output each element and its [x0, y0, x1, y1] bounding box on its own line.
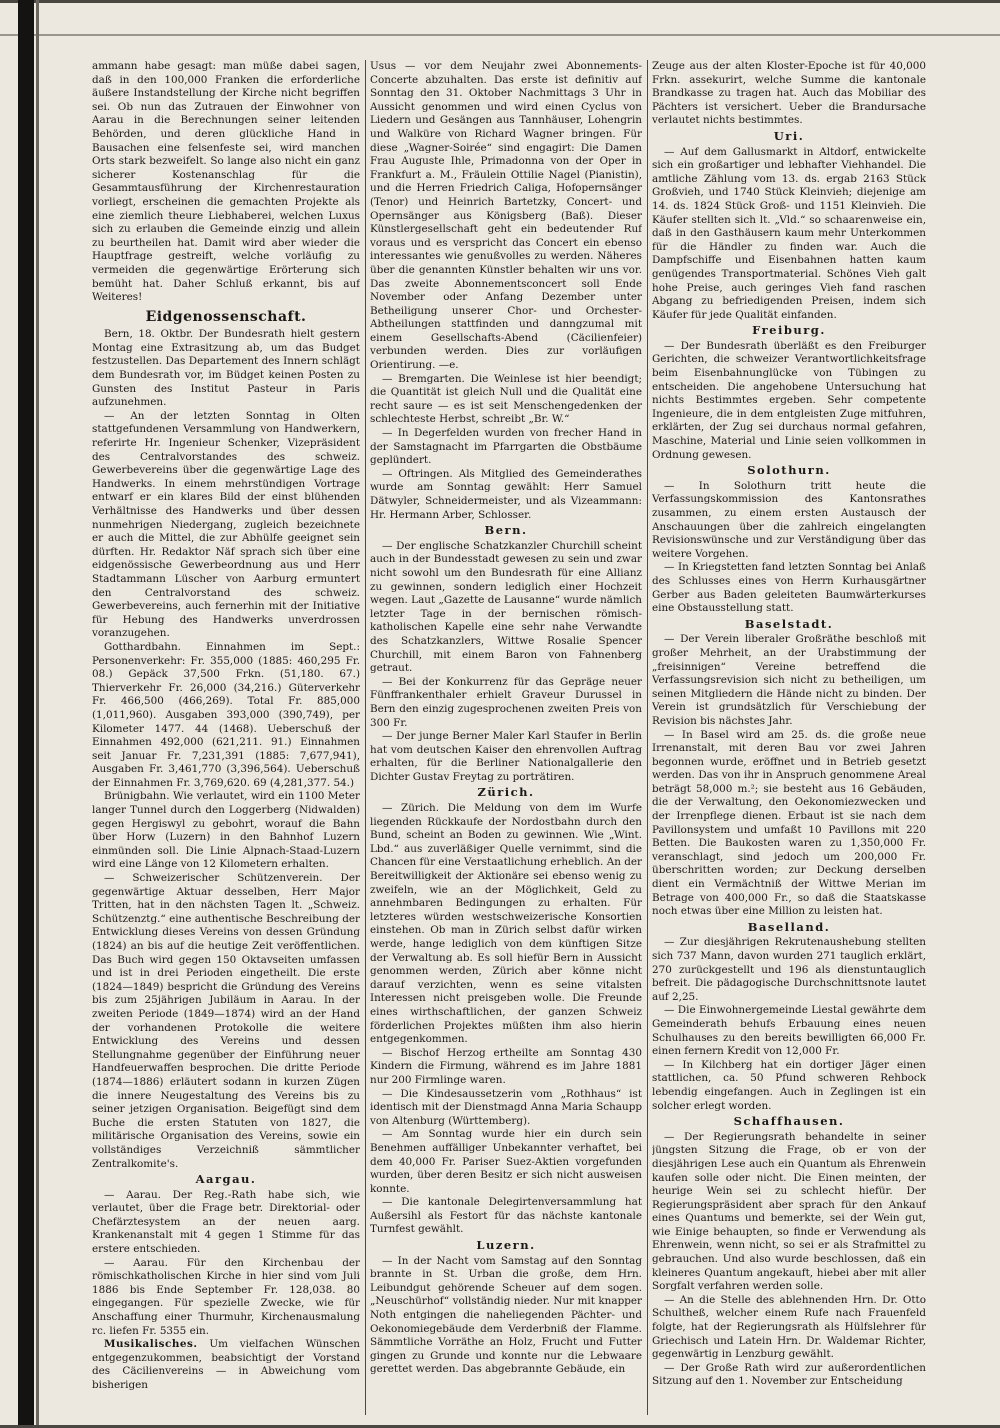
binding-shadow	[36, 0, 39, 1428]
article-paragraph	[370, 1128, 642, 1196]
section-heading: Bern.	[484, 523, 528, 538]
article-paragraph	[652, 561, 926, 615]
paragraph-text: — Auf dem Gallusmarkt in Altdorf, entwickelte sich ein großartiger und lebhafter Viehhandel. Die amtliche Zählung vom 13. ds. ergab 2163 Stück Großvieh, und 1740 Stück Kleinvieh; diejenige am 14. ds. 1824 Stück Groß- und 1151 Kleinvieh. Die Käufer stellten sich lt. „Vld.“ so schaarenweise ein, daß in den Gasthäusern kaum mehr Unterkommen für die Händler zu finden war. Auch die Dampfschiffe und Eisenbahnen hatten kaum genügendes Transportmaterial. Schönes Vieh galt hohe Preise, auch geringes Vieh fand raschen Abgang zu befriedigenden Preisen, indem sich Käufer für jede Qualität einfanden.	[652, 145, 926, 321]
paragraph-text: — Der Verein liberaler Großräthe beschloß mit großer Mehrheit, an der Urabstimmung der „freisinnigen“ Vereine betreffend die Verfassungsrevision sich nicht zu betheiligen, um seinen Mitgliedern die Hände nicht zu binden. Der Verein ist grundsätzlich für Verschiebung der Revision bis nächstes Jahr.	[652, 633, 926, 727]
paragraph-text: — Die kantonale Delegirtenversammlung hat Außersihl als Festort für das nächste kantonale Turnfest gewählt.	[370, 1196, 642, 1236]
paragraph-text: — Der Bundesrath überläßt es den Freiburger Gerichten, die schweizer Verantwortlichkeitsfrage beim Eisenbahnunglücke von Tübingen zu entscheiden. Die angehobene Untersuchung hat nichts Bestimmtes ergeben. Sehr competente Ingenieure, die in dem entgleisten Zuge mitfuhren, erklärten, der Zug sei durchaus normal gefahren, Maschine, Material und Linie seien vollkommen in Ordnung gewesen.	[652, 339, 926, 461]
article-paragraph	[92, 790, 360, 872]
paragraph-text: — Bremgarten. Die Weinlese ist hier beendigt; die Quantität ist gleich Null und die Qualität eine recht saure — es ist seit Menschengedenken der schlechteste Herbst, schreibt „Br. W.“	[370, 372, 642, 426]
paragraph-text: Bern, 18. Oktbr. Der Bundesrath hielt gestern Montag eine Extrasitzung ab, um das Budget festzustellen. Das Departement des Innern schlägt dem Bundesrath vor, im Büdget keinen Posten zu Gunsten des Institut Pasteur in Paris aufzunehmen.	[92, 328, 360, 409]
article-paragraph	[92, 60, 360, 305]
paragraph-text: Gotthardbahn. Einnahmen im Sept.: Personenverkehr: Fr. 355,000 (1885: 460,295 Fr. 08.) Gepäck 37,500 Frkn. (51,180. 67.) Thierverkehr Fr. 26,000 (34,216.) Güterverkehr Fr. 466,500 (466,269). Total Fr. 885,000 (1,011,960). Ausgaben 393,000 (390,749), per Kilometer 1477. 44 (1468). Ueberschuß der Einnahmen 492,000 (621,211. 91.) Einnahmen seit Januar Fr. 7,231,391 (1885: 7,677,941), Ausgaben Fr. 3,461,770 (3,396,564). Ueberschuß der Einnahmen Fr. 3,769,620. 69 (4,281,377. 54.)	[92, 640, 360, 789]
paragraph-text: — Aarau. Für den Kirchenbau der römischkatholischen Kirche in hier sind vom Juli 1886 bis Ende September Fr. 128,038. 80 eingegangen. Für spezielle Zwecke, wie für Anschaffung einer Thurmuhr, Kirchenausmalung rc. liefen Fr. 5355 ein.	[92, 1256, 360, 1337]
paragraph-text: — Am Sonntag wurde hier ein durch sein Benehmen auffälliger Unbekannter verhaftet, bei dem 40,000 Fr. Pariser Suez-Aktien vorgefunden wurden, über deren Besitz er sich nicht ausweisen konnte.	[370, 1128, 642, 1195]
article-paragraph	[370, 676, 642, 730]
paragraph-text: — Bischof Herzog ertheilte am Sonntag 430 Kindern die Firmung, während es im Jahre 1881 nur 200 Firmlinge waren.	[370, 1046, 642, 1086]
article-paragraph	[92, 872, 360, 1171]
section-heading: Freiburg.	[752, 323, 826, 338]
section-heading: Eidgenossenschaft.	[145, 308, 307, 325]
paragraph-text: — Schweizerischer Schützenverein. Der gegenwärtige Aktuar desselben, Herr Major Tritten, hat in den nächsten Tagen lt. „Schweiz. Schützenztg.“ eine authentische Beschreibung der Entwicklung dieses Vereins von dessen Gründung (1824) an bis auf die heutige Zeit veröffentlichen. Das Buch wird gegen 150 Oktavseiten umfassen und ist in drei Perioden eingetheilt. Die erste (1824—1849) bespricht die Gründung des Vereins bis zum 25jährigen Jubiläum in Aarau. In der zweiten Periode (1849—1874) wird an der Hand der vorhandenen Protokolle die weitere Entwicklung des Vereins und dessen Stellungnahme gegenüber der Einführung neuer Handfeuerwaffen besprochen. Die dritte Periode (1874—1886) erläutert sodann in kurzen Zügen die innere Neugestaltung des Vereins bis zu seiner jetzigen Organisation. Beigefügt sind dem Buche die ersten Statuten von 1827, die militärische Organisation des Vereins, sowie ein vollständiges Verzeichniß sämmtlicher Zentralkomite's.	[92, 872, 360, 1170]
inline-heading: Musikalisches.	[104, 1338, 198, 1351]
paragraph-text: — An der letzten Sonntag in Olten stattgefundenen Versammlung von Handwerkern, referirte Hr. Ingenieur Schenker, Vizepräsident des Centralvorstandes des schweiz. Gewerbevereins über die gegenwärtige Lage des Handwerks. In einem mehrstündigen Vortrage entwarf er ein klares Bild der einst blühenden Verhältnisse des Handwerks und über dessen nunmehrigen Niedergang, zugleich bezeichnete er auch die Mittel, die zur Abhülfe geeignet sein dürften. Hr. Redaktor Näf sprach sich über eine eidgenössische Gewerbeordnung aus und Herr Stadtammann Lüscher von Aarburg ermuntert den Centralvorstand des schweiz. Gewerbevereins, auch fernerhin mit der Initiative für Hebung des Handwerks unverdrossen voranzugehen.	[92, 409, 360, 640]
paragraph-text: — Der Große Rath wird zur außerordentlichen Sitzung auf den 1. November zur Entscheidung	[652, 1361, 926, 1388]
top-edge	[0, 0, 1000, 3]
paragraph-text: — Die Kindesaussetzerin vom „Rothhaus“ ist identisch mit der Dienstmagd Anna Maria Schaupp von Altenburg (Württemberg).	[370, 1087, 642, 1127]
article-paragraph	[370, 1088, 642, 1129]
article-paragraph	[92, 1257, 360, 1339]
article-paragraph	[652, 936, 926, 1004]
paragraph-text: — Zürich. Die Meldung von dem im Wurfe liegenden Rückkaufe der Nordostbahn durch den Bund, scheint an Boden zu gewinnen. Wie „Wint. Lbd.“ aus zuverläßiger Quelle vernimmt, sind die Chancen für eine Verstaatlichung erheblich. An der Bereitwilligkeit der Aktionäre sei ebenso wenig zu zweifeln, wie an der Möglichkeit, Geld zu annehmbaren Bedingungen zu erhalten. Für letzteres würden westschweizerische Konsortien einstehen. Ob man in Zürich selbst dafür wirken werde, hange lediglich von dem künftigen Sitze der Verwaltung ab. Es soll hiefür Bern in Aussicht genommen werden, Zürich aber könne nicht darauf verzichten, wenn es seine vitalsten Interessen nicht preisgeben wolle. Die Freunde eines wirthschaftlichen, der ganzen Schweiz förderlichen Projektes müßten ihm also hierin entgegenkommen.	[370, 802, 642, 1046]
section-heading: Baselland.	[747, 919, 831, 934]
column-2	[370, 60, 642, 1420]
section-heading: Uri.	[773, 128, 805, 143]
article-paragraph	[652, 480, 926, 562]
article-paragraph	[92, 1189, 360, 1257]
paragraph-text: — Der englische Schatzkanzler Churchill scheint auch in der Bundesstadt gewesen zu sein und zwar nicht sowohl um den Bundesrath für eine Allianz zu gewinnen, sondern lediglich einer Hochzeit wegen. Laut „Gazette de Lausanne“ wurde nämlich letzter Tage in der bernischen römisch-katholischen Kapelle eine sehr nahe Verwandte des Schatzkanzlers, Wittwe Rosalie Spencer Churchill, mit einem Baron von Fahnenberg getraut.	[370, 539, 642, 675]
paragraph-text: — Bei der Konkurrenz für das Gepräge neuer Fünffrankenthaler erhielt Graveur Durussel in Bern den einzig zugesprochenen zweiten Preis von 300 Fr.	[370, 675, 642, 729]
article-paragraph	[370, 60, 642, 373]
article-paragraph	[370, 468, 642, 522]
article-paragraph	[652, 146, 926, 323]
article-paragraph	[370, 427, 642, 468]
article-paragraph	[652, 633, 926, 728]
section-heading: Solothurn.	[747, 463, 831, 478]
paragraph-text: Um vielfachen Wünschen entgegenzukommen, beabsichtigt der Vorstand des Cäcilienvereins — in Abweichung vom bisherigen	[92, 1338, 360, 1391]
article-paragraph	[370, 1047, 642, 1088]
article-paragraph	[652, 1362, 926, 1389]
article-paragraph	[652, 1059, 926, 1113]
paragraph-text: Brünigbahn. Wie verlautet, wird ein 1100 Meter langer Tunnel durch den Loggerberg (Nidwalden) gegen Hergiswyl zu gebohrt, worauf die Bahn über Horw (Luzern) in den Bahnhof Luzern einmünden soll. Die Linie Alpnach-Staad-Luzern wird eine Länge von 12 Kilometern erhalten.	[92, 790, 360, 871]
column-3	[652, 60, 926, 1420]
section-heading: Aargau.	[195, 1172, 257, 1187]
binding-edge	[18, 0, 34, 1428]
paragraph-text: — Der junge Berner Maler Karl Staufer in Berlin hat vom deutschen Kaiser den ehrenvollen Auftrag erhalten, für die Berliner Nationalgallerie den Dichter Gustav Freytag zu porträtiren.	[370, 730, 642, 783]
article-paragraph	[652, 729, 926, 919]
paragraph-text: — In Kriegstetten fand letzten Sonntag bei Anlaß des Schlusses eines von Herrn Kurhausgärtner Gerber aus Baden geleiteten Baumwärterkurses eine Obstausstellung statt.	[652, 561, 926, 615]
article-paragraph	[370, 1196, 642, 1237]
paragraph-text: — Oftringen. Als Mitglied des Gemeinderathes wurde am Sonntag gewählt: Herr Samuel Dätwyler, Schneidermeister, und als Vizeammann: Hr. Hermann Arber, Schlosser.	[370, 467, 642, 521]
article-paragraph	[370, 802, 642, 1047]
article-paragraph	[370, 540, 642, 676]
paragraph-text: — Zur diesjährigen Rekrutenaushebung stellten sich 737 Mann, davon wurden 271 tauglich erklärt, 270 zurückgestellt und 196 als dienstuntauglich befreit. Die pädagogische Durchschnittsnote lautet auf 2,25.	[652, 936, 926, 1003]
section-heading: Schaffhausen.	[733, 1114, 845, 1129]
column-rule-1	[365, 60, 366, 1415]
article-paragraph	[652, 1294, 926, 1362]
paragraph-text: — Aarau. Der Reg.-Rath habe sich, wie verlautet, über die Frage betr. Direktorial- oder Chefärztesystem an der neuen aarg. Krankenanstalt mit 4 gegen 1 Stimme für das erstere entschieden.	[92, 1188, 360, 1256]
article-paragraph	[370, 1255, 642, 1377]
article-paragraph	[652, 1131, 926, 1294]
paragraph-text: ammann habe gesagt: man müße dabei sagen, daß in den 100,000 Franken die erforderliche äußere Instandstellung der Kirche nicht begriffen sei. Ob nun das Zutrauen der Einwohner von Aarau in die Berechnungen seiner leitenden Behörden, und deren glückliche Hand in Bausachen eine felsenfeste sei, wird manchen Orts stark bezweifelt. So lange also nicht ein ganz sicherer Kostenanschlag für die Gesammtausführung der Kirchenrestauration vorliegt, erscheinen die gemachten Projekte als eine ziemlich theure Liebhaberei, welchen Luxus sich zu erlauben die Gemeinde einzig und allein zu beurtheilen hat. Damit wird aber wieder die Hauptfrage gestreift, welche vorläufig zu vermeiden die gegenwärtige Erörterung sich bemüht hat. Daher Schluß erkannt, bis auf Weiteres!	[92, 60, 360, 304]
paragraph-text: — In Solothurn tritt heute die Verfassungskommission des Kantonsrathes zusammen, zu einem ersten Austausch der Anschauungen über die zahlreich eingelangten Revisionswünsche und zur Verständigung über das weitere Vorgehen.	[652, 479, 926, 560]
paragraph-text: — Der Regierungsrath behandelte in seiner jüngsten Sitzung die Frage, ob er von der diesjährigen Lese auch ein Quantum als Ehrenwein kaufen solle oder nicht. Die Einen meinten, der heurige Wein sei zu schlecht hiefür. Der Regierungspräsident aber sprach für den Ankauf eines Quantums und bemerkte, sei der Wein gut, wie Einige behaupten, so finde er Verwendung als Ehrenwein, wenn nicht, so sei er als Strafmittel zu gebrauchen. Und also wurde beschlossen, daß ein kleineres Quantum angekauft, hiebei aber mit aller Sorgfalt verfahren werden solle.	[652, 1130, 926, 1293]
column-rule-2	[647, 60, 648, 1415]
article-paragraph	[92, 641, 360, 791]
article-paragraph	[92, 410, 360, 641]
paragraph-text: Usus — vor dem Neujahr zwei Abonnements-Concerte abzuhalten. Das erste ist definitiv auf Sonntag den 31. Oktober Nachmittags 3 Uhr in Aussicht genommen und wird einen Cyclus von Liedern und Gesängen aus Tannhäuser, Lohengrin und Walküre von Richard Wagner bringen. Für diese „Wagner-Soirée“ sind engagirt: Die Damen Frau Auguste Ihle, Primadonna von der Oper in Frankfurt a. M., Fräulein Ottilie Nagel (Pianistin), und die Herren Friedrich Caliga, Hofopernsänger (Tenor) und Heinrich Bartetzky, Concert- und Opernsänger aus Königsberg (Baß). Dieser Künstlergesellschaft geht ein bedeutender Ruf voraus und es verspricht das Concert ein ebenso interessantes wie genußvolles zu werden. Näheres über die genannten Künstler behalten wir uns vor. Das zweite Abonnementsconcert soll Ende November oder Anfang Dezember unter Betheiligung unserer Chor- und Orchester-Abtheilungen stattfinden und danngzumal mit einem Gesellschafts-Abend (Cäcilienfeier) verbunden werden. Dies zur vorläufigen Orientirung. —e.	[370, 60, 642, 372]
paragraph-text: — In Degerfelden wurden von frecher Hand in der Samstagnacht im Pfarrgarten die Obstbäume geplündert.	[370, 427, 642, 467]
article-paragraph	[370, 730, 642, 784]
section-heading: Baselstadt.	[744, 616, 834, 631]
paragraph-text: — In der Nacht vom Samstag auf den Sonntag brannte in St. Urban die große, dem Hrn. Leibundgut gehörende Scheuer auf dem sogen. „Neuschürhof“ vollständig nieder. Nur mit knapper Noth entgingen die naheliegenden Pächter- und Oekonomiegebäude dem Verderbniß der Flamme. Sämmtliche Vorräthe an Holz, Frucht und Futter gingen zu Grunde und konnte nur die Lebwaare gerettet werden. Das abgebrannte Gebäude, ein	[370, 1254, 642, 1376]
article-paragraph	[652, 340, 926, 462]
article-paragraph	[652, 1004, 926, 1058]
paragraph-text: Zeuge aus der alten Kloster-Epoche ist für 40,000 Frkn. assekurirt, welche Summe die kantonale Brandkasse zu tragen hat. Auch das Mobiliar des Pächters ist versichert. Ueber die Brandursache verlautet nichts bestimmtes.	[652, 60, 926, 127]
paragraph-text: — An die Stelle des ablehnenden Hrn. Dr. Otto Schultheß, welcher einem Rufe nach Frauenfeld folgte, hat der Regierungsrath als Hülfslehrer für Griechisch und Latein Hrn. Dr. Waldemar Richter, gegenwärtig in Lenzburg gewählt.	[652, 1293, 926, 1361]
paragraph-text: — Die Einwohnergemeinde Liestal gewährte dem Gemeinderath behufs Erbauung eines neuen Schulhauses zu den bereits bewilligten 66,000 Fr. einen fernern Kredit von 12,000 Fr.	[652, 1004, 926, 1058]
article-paragraph	[370, 373, 642, 427]
article-paragraph	[92, 328, 360, 410]
section-heading: Luzern.	[476, 1238, 536, 1253]
header-rule	[0, 34, 1000, 36]
section-heading: Zürich.	[477, 785, 535, 800]
article-paragraph	[652, 60, 926, 128]
paragraph-text: — In Kilchberg hat ein dortiger Jäger einen stattlichen, ca. 50 Pfund schweren Rehbock lebendig eingefangen. Auch in Zeglingen ist ein solcher erlegt worden.	[652, 1058, 926, 1112]
column-1	[92, 60, 360, 1420]
article-paragraph	[92, 1338, 360, 1392]
paragraph-text: — In Basel wird am 25. ds. die große neue Irrenanstalt, mit deren Bau vor zwei Jahren begonnen wurde, eröffnet und in Betrieb gesetzt werden. Das von ihr in Anspruch genommene Areal beträgt 58,000 m.²; sie besteht aus 16 Gebäuden, die der Verwaltung, den Oekonomiezwecken und der Irrenpflege dienen. Erbaut ist sie nach dem Pavillonsystem und umfaßt 10 Pavillons mit 220 Betten. Die Baukosten waren zu 1,350,000 Fr. veranschlagt, sind jedoch um 200,000 Fr. überschritten worden; zur Deckung derselben dient ein Vermächtniß der Wittwe Merian im Betrage von 400,000 Fr., so daß die Staatskasse noch etwas über eine Million zu leisten hat.	[652, 728, 926, 918]
